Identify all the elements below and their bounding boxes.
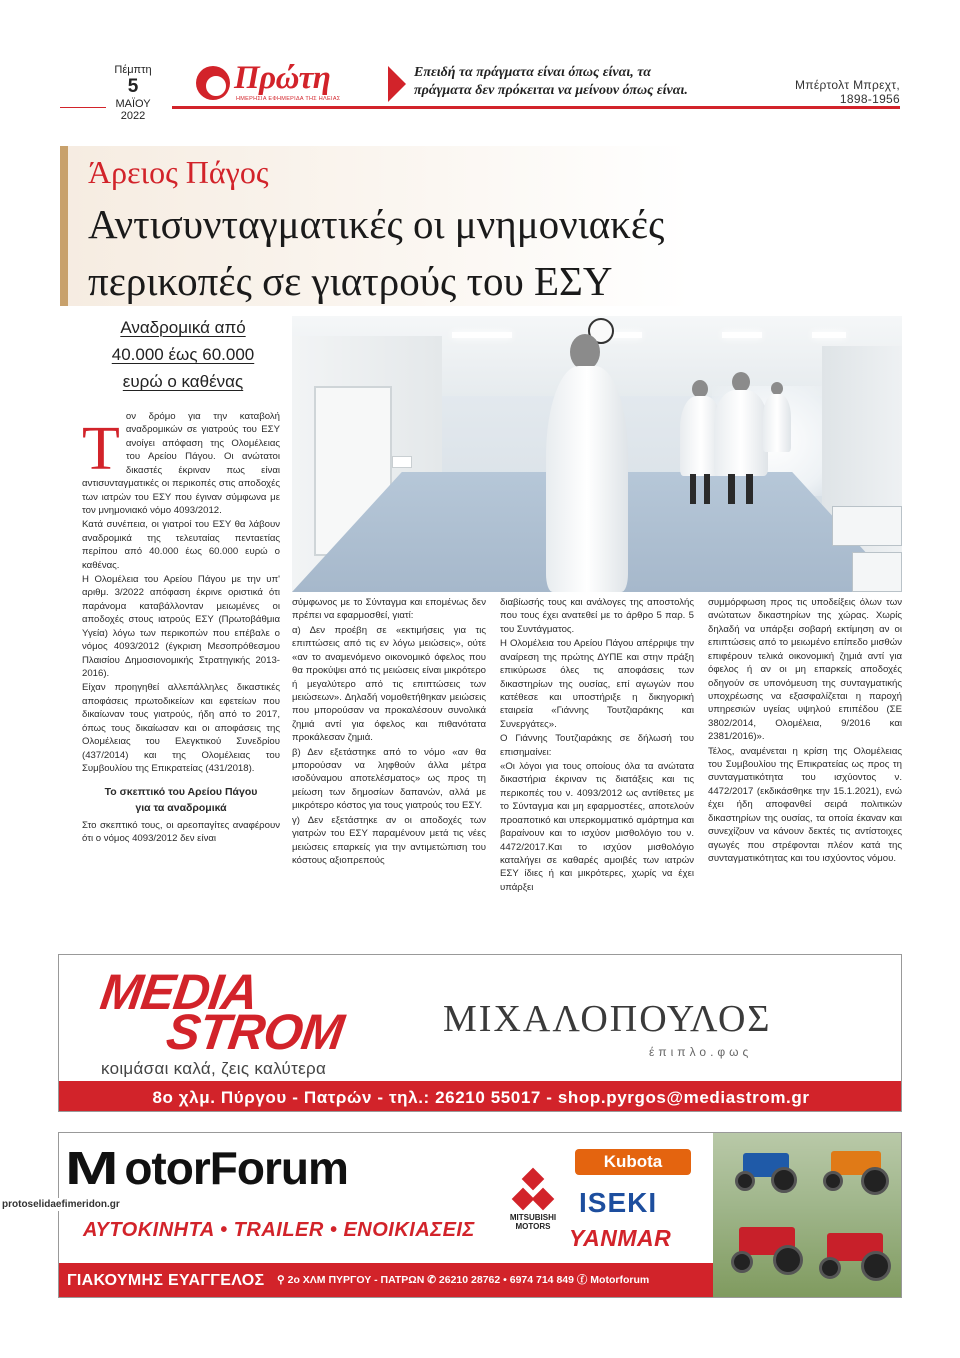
doctor-head [732,372,750,392]
mitsubishi-label-2: MOTORS [515,1222,551,1232]
masthead-quote [414,64,754,100]
hospital-corridor-photo [292,316,902,592]
header-rule [172,106,900,109]
doctor-coat [546,366,628,592]
article-paragraph: γ) Δεν εξετάστηκε αν οι αποδοχές των γιατρών του ΕΣΥ παραμένουν μετά τις νέες μειώσεις επαρκείς για την αντιμετώπιση του κόστους αξιοπρεπούς [292,814,486,867]
article-column-2 [292,596,486,918]
photo-light [452,332,512,338]
motorforum-owner: ΓΙΑΚΟΥΜΗΣ ΕΥΑΓΓΕΛΟΣ [67,1272,265,1289]
tractor-icon [733,1147,797,1195]
subhead-line-1: Αναδρομικά από [120,318,246,337]
tractor-icon [817,1225,895,1283]
photo-doctor [762,382,792,472]
article-paragraph: β) Δεν εξετάστηκε από το νόμο «αν θα μπορούσαν να ληφθούν άλλα μέτρα ισοδύναμου αποτελέσματος» ως προς τη μείωση των δημοσίων δαπανών, αλλά με μικρότερο κόστος για τους γιατρούς του ΕΣΥ. [292,746,486,812]
photo-light [722,332,762,338]
date-day: 5 [127,75,139,97]
article-paragraph: α) Δεν προέβη σε «εκτιμήσεις για τις επιπτώσεις από τις εν λόγω μειώσεις», ούτε «αν το αναμενόμενο οικονομικό όφελος που θα προκύψει από τις μειώσεις είναι μικρότερο ή μεγαλύτερο από τις επιπτώσεις των μειώσεων». Δηλαδή νομοθετήθηκαν μειώσεις που μπορούσαν να προκαλέσουν συνολικά ζημιά αντί για όφελος και πιθανότατα προκάλεσαν ζημιά. [292,624,486,744]
michalopoulos-subtitle: έπιπλο.φως [649,1045,753,1059]
logo-name: Πρώτη [234,60,331,96]
mitsubishi-brand [503,1169,563,1231]
tractor-icon [729,1219,805,1277]
doctor-leg [746,474,753,504]
subhead-line-3: ευρώ ο καθένας [122,372,244,392]
article-paragraph: διαβίωσής τους και ανάλογες της αποστολής που τους έχει ανατεθεί με το άρθρο 5 παρ. 5 του Συντάγματος. [500,597,694,635]
photo-light [812,332,846,338]
quote-author [795,78,900,107]
date-year: 2022 [120,110,146,123]
doctor-coat [714,390,768,476]
quote-author-years: 1898-1956 [839,92,900,107]
mitsubishi-label-1: MITSUBISHI [509,1213,557,1222]
article-paragraph: «Οι λόγοι για τους οποίους όλα τα ανώτατα δικαστήρια έκριναν τις διατάξεις και τις περικοπές του ν. 4093/2012 ως αντίθετες με το Σύνταγμα και μη εφαρμοστέες, αποτελούν προαποτικό και υπερκομματικό αμάρτημα και βαραίνουν και το ισχύον μισθολόγιο του ν. 4472/2017.Και το ισχύον μισθολόγιο καταλήγει σε καθαρές αμοιβές των ιατρών ΕΣΥ ίδιες ή και μικρότερες, χωρίς να έχει υπάρξει [500,761,694,893]
mitsubishi-logo-icon [503,1169,563,1213]
article-column-1 [82,410,280,918]
mediastrom-contact: 8ο χλμ. Πύργου - Πατρών - τηλ.: 26210 55017 - shop.pyrgos@mediastrom.gr [152,1088,810,1107]
doctor-head [570,334,600,370]
photo-sink [392,456,412,468]
newspaper-logo[interactable] [196,62,372,106]
article-paragraph: Τέλος, αναμένεται η κρίση της Ολομέλειας του Συμβουλίου της Επικρατείας ως προς τη συνταγματικότητα του ισχύοντος ν. 4472/2017 (εκδικάσθηκε την 15.1.2021), ενώ έχει ήδη αποφανθεί σειρά πολιτικών δικαστηρίων της ουσίας, τα οποία έκαναν και συνεχίζουν να κάνουν δεκτές τις αντίστοιχες αγωγές που στρέφονται πλέον κατά της συνταγματικότητας και του ισχύοντος νόμου. [708,745,902,865]
doctor-leg [704,474,710,504]
headline-line-2: περικοπές σε γιατρούς του ΕΣΥ [88,258,613,305]
motorforum-logo-m: M [65,1142,118,1194]
dropcap: Τ [82,415,120,483]
doctor-leg [690,474,696,504]
article-kicker: Άρειος Πάγος [88,154,269,190]
motorforum-contact: ⚲ 2ο ΧΛΜ ΠΥΡΓΟΥ - ΠΑΤΡΩΝ ✆ 26210 28762 • 6974 714 849 ⓕ Motorforum [277,1274,650,1286]
photo-bed [852,552,902,592]
issue-date [104,64,162,123]
quote-line-2: πράγματα δεν πρόκειται να μείνουν όπως είναι. [414,83,688,99]
logo-tagline: ΗΜΕΡΗΣΙΑ ΕΦΗΜΕΡΙΔΑ ΤΗΣ ΗΛΕΙΑΣ [236,96,341,102]
mediastrom-slogan: κοιμάσαι καλά, ζεις καλύτερα [101,1059,327,1078]
date-month: ΜΑΪΟΥ [115,97,151,110]
motorforum-logo [65,1141,348,1195]
article-paragraph: Ο Γιάννης Τουτζιαράκης σε δήλωσή του επισημαίνει: [500,733,694,758]
michalopoulos-logo: ΜΙΧΑΛΟΠΟΥΛΟΣ [443,998,772,1040]
article-paragraph: Κατά συνέπεια, οι γιατροί του ΕΣΥ θα λάβουν αναδρομικά της τελευταίας πενταετίας περίπου από 40.000 έως 60.000 ευρώ ο καθένας. [82,519,280,571]
article-paragraph: Η Ολομέλεια του Αρείου Πάγου με την υπ' αριθμ. 3/2022 απόφαση έκρινε οριστικά ότι παράνομα καταβάλλονταν μειωμένες οι αποδοχές στους ιατρούς ΕΣΥ (Πρωτοβάθμια Υγεία) λόγω των περικοπών που επέβαλε ο νόμος 4093/2012 (έγκριση Μεσοπρόθεσμου Πλαισίου Δημοσιονομικής Στρατηγικής 2013-2016). [82,574,280,680]
article-column-4 [708,596,902,918]
mediastrom-logo-line-2: STROM [163,1004,347,1060]
motorforum-advertisement[interactable] [58,1132,902,1298]
section-title-line-2: για τα αναδρομικά [135,802,227,815]
headline-line-1: Αντισυνταγματικές οι μνημονιακές [88,201,665,247]
motorforum-services: ΑΥΤΟΚΙΝΗΤΑ • TRAILER • ΕΝΟΙΚΙΑΣΕΙΣ [83,1219,475,1241]
subhead-line-2: 40.000 έως 60.000 [111,345,255,365]
doctor-leg [728,474,735,504]
article-paragraph: συμμόρφωση προς τις υποδείξεις όλων των ανώτατων δικαστηρίων της χώρας. Χωρίς δηλαδή να υπάρξει σοβαρή εκτίμηση αν οι επιπτώσεις από το μειωμένο επίπεδο μισθών επιφέρουν τελικά οικονομική ζημιά αντί για όφελος ή αν οι μη επαρκείς αποδοχές οδηγούν σε υπονόμευση της συνταγματικής υποχρέωσης να εξασφαλίζεται η παροχή υπηρεσιών υγείας υψηλού επιπέδου (ΣΕ 3802/2014, Ολομέλεια, 9/2016 και 2381/2016)». [708,597,902,743]
motorforum-logo-text: otorForum [124,1142,348,1194]
tractors-photo [713,1133,902,1298]
quote-author-name: Μπέρτολτ Μπρεχτ, [795,78,900,92]
article-paragraph: σύμφωνος με το Σύνταγμα και επομένως δεν πρέπει να εφαρμοσθεί, γιατί: [292,597,486,622]
quote-arrow-icon [388,66,406,102]
mediastrom-logo-line-1: MEDIA [97,964,262,1020]
mediastrom-advertisement[interactable] [58,954,902,1112]
logo-emblem-icon [196,66,230,100]
article-subhead [90,314,276,396]
article-headline [88,196,888,311]
article-column-3 [500,596,694,918]
photo-bed [832,506,902,546]
photo-doctor [542,334,632,592]
article-paragraph: Η Ολομέλεια του Αρείου Πάγου απέρριψε την αναίρεση της πρώτης ΔΥΠΕ και στην πράξη επικύρωσε όλες τις αποφάσεις των δικαστηρίων της ουσίας, επί αγωγών που κατέθεσε και υποστήριξε η δικηγορική εταιρεία «Γιάννης Τουτζιαράκης και Συνεργάτες». [500,638,694,730]
section-title-line-1: Το σκεπτικό του Αρείου Πάγου [104,786,258,799]
article-paragraph: ον δρόμο για την καταβολή αναδρομικών σε γιατρούς του ΕΣΥ ανοίγει απόφαση της Ολομέλειας του Αρείου Πάγου. Οι ανώτατοι δικαστές έκριναν πως είναι αντισυνταγματικές οι περικοπές στις αποδοχές των ιατρών του ΕΣΥ που έγιναν σύμφωνα με τον μνημονιακό νόμο 4093/2012. [82,411,280,516]
source-watermark: protoselidaefimeridon.gr [2,1199,120,1210]
article-paragraph: Είχαν προηγηθεί αλλεπάλληλες δικαστικές αποφάσεις πρωτοδικείων και εφετείων που δικαίωναν τους γιατρούς, ήδη από το 2017, όπως τους δικαίωσαν και οι αποφάσεις της Ολομέλειας του Ελεγκτικού Συνεδρίου (437/2014) και της Ολομέλειας του Συμβουλίου της Επικρατείας (431/2018). [82,682,280,774]
iseki-brand: ISEKI [579,1187,658,1218]
article-paragraph: Στο σκεπτικό τους, οι αρεοπαγίτες αναφέρουν ότι ο νόμος 4093/2012 δεν είναι [82,819,280,845]
headline-accent-bar [60,146,68,306]
date-weekday: Πέμπτη [114,64,152,76]
article-section-title [82,785,280,817]
kubota-brand: Kubota [575,1149,691,1175]
doctor-coat [763,394,791,452]
tractor-icon [821,1145,891,1195]
quote-line-1: Επειδή τα πράγματα είναι όπως είναι, τα [414,65,651,80]
header-rule-left [60,107,106,108]
mitsubishi-label [503,1213,563,1231]
yanmar-brand: YANMAR [569,1225,672,1251]
